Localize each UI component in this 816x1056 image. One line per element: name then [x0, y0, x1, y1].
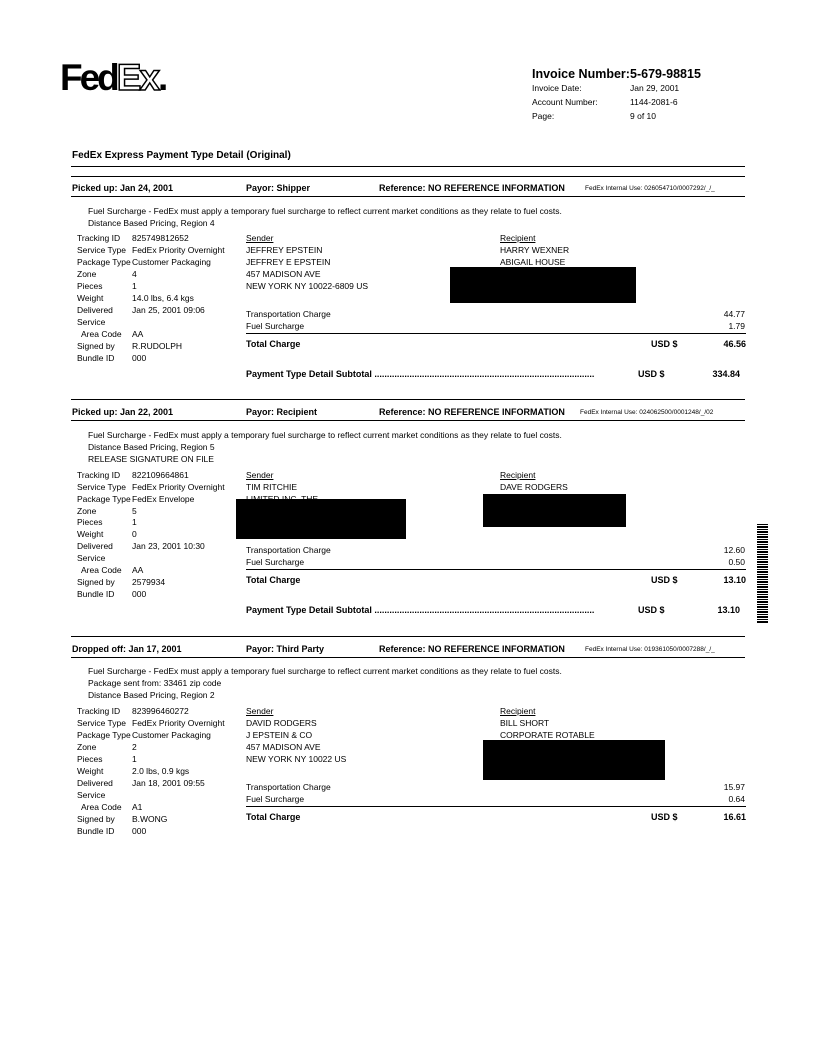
- service-type: FedEx Priority Overnight: [132, 482, 225, 492]
- page-number: 9 of 10: [630, 111, 656, 121]
- label-fuel-surcharge: Fuel Surcharge: [246, 794, 305, 804]
- redaction-box: [483, 494, 626, 527]
- recipient-line: BILL SHORT: [500, 718, 550, 728]
- logo-dot: .: [158, 57, 169, 98]
- sender-line: 457 MADISON AVE: [246, 269, 321, 279]
- sender-line: DAVID RODGERS: [246, 718, 317, 728]
- bundle-id: 000: [132, 589, 147, 599]
- package-type: FedEx Envelope: [132, 494, 195, 504]
- recipient-heading: Recipient: [500, 233, 536, 243]
- label-zone: Zone: [77, 506, 97, 516]
- signed-by: R.RUDOLPH: [132, 341, 183, 351]
- internal-use: FedEx Internal Use: 024062500/0001248/_/02: [580, 409, 714, 416]
- label-tracking-id: Tracking ID: [77, 233, 121, 243]
- label-signed-by: Signed by: [77, 814, 115, 824]
- shipment-payor: Payor: Third Party: [246, 644, 325, 654]
- invoice-date-label: Invoice Date:: [532, 83, 582, 93]
- sender-line: NEW YORK NY 10022-6809 US: [246, 281, 369, 291]
- note: Fuel Surcharge - FedEx must apply a temporary fuel surcharge to reflect current market conditions as they relate to fuel costs.: [88, 430, 562, 440]
- recipient-heading: Recipient: [500, 706, 536, 716]
- delivered: Jan 25, 2001 09:06: [132, 305, 205, 315]
- label-delivered: Delivered: [77, 305, 113, 315]
- area-code: AA: [132, 565, 144, 575]
- recipient-line: HARRY WEXNER: [500, 245, 570, 255]
- signed-by: 2579934: [132, 577, 166, 587]
- label-service-type: Service Type: [77, 482, 126, 492]
- pieces: 1: [132, 754, 137, 764]
- divider: [246, 333, 746, 334]
- label-signed-by: Signed by: [77, 341, 115, 351]
- label-area-code: Area Code: [81, 802, 122, 812]
- label-weight: Weight: [77, 766, 104, 776]
- bundle-id: 000: [132, 826, 147, 836]
- account-number-label: Account Number:: [532, 97, 598, 107]
- shipment-reference: Reference: NO REFERENCE INFORMATION: [379, 644, 565, 654]
- label-weight: Weight: [77, 529, 104, 539]
- fedex-logo: [60, 57, 169, 98]
- service-type: FedEx Priority Overnight: [132, 718, 225, 728]
- label-pieces: Pieces: [77, 517, 103, 527]
- pieces: 1: [132, 281, 137, 291]
- label-package-type: Package Type: [77, 730, 131, 740]
- total-charge: 46.56: [723, 339, 746, 349]
- label-tracking-id: Tracking ID: [77, 470, 121, 480]
- transportation-charge: 12.60: [723, 545, 745, 555]
- shipment-pickup: Picked up: Jan 24, 2001: [72, 183, 174, 193]
- shipment-payor: Payor: Recipient: [246, 407, 318, 417]
- label-zone: Zone: [77, 742, 97, 752]
- zone: 5: [132, 506, 137, 516]
- recipient-heading: Recipient: [500, 470, 536, 480]
- package-type: Customer Packaging: [132, 730, 211, 740]
- label-total-charge: Total Charge: [246, 812, 301, 822]
- fuel-surcharge: 0.64: [728, 794, 745, 804]
- label-bundle-id: Bundle ID: [77, 589, 115, 599]
- label-signed-by: Signed by: [77, 577, 115, 587]
- label-delivered: Delivered: [77, 541, 113, 551]
- sender-line: J EPSTEIN & CO: [246, 730, 313, 740]
- total-charge: 13.10: [723, 575, 746, 585]
- label-transportation-charge: Transportation Charge: [246, 309, 331, 319]
- note: Package sent from: 33461 zip code: [88, 678, 222, 688]
- sender-line: JEFFREY E EPSTEIN: [246, 257, 331, 267]
- label-pieces: Pieces: [77, 754, 103, 764]
- redaction-box: [450, 267, 636, 303]
- subtotal-usd: USD $: [638, 605, 665, 615]
- package-type: Customer Packaging: [132, 257, 211, 267]
- transportation-charge: 44.77: [723, 309, 745, 319]
- note: Fuel Surcharge - FedEx must apply a temporary fuel surcharge to reflect current market conditions as they relate to fuel costs.: [88, 666, 562, 676]
- bundle-id: 000: [132, 353, 147, 363]
- fuel-surcharge: 0.50: [728, 557, 745, 567]
- label-pieces: Pieces: [77, 281, 103, 291]
- divider: [246, 806, 746, 807]
- redaction-box: [483, 740, 665, 780]
- label-transportation-charge: Transportation Charge: [246, 545, 331, 555]
- invoice-date: Jan 29, 2001: [630, 83, 680, 93]
- note: Distance Based Pricing, Region 5: [88, 442, 215, 452]
- label-package-type: Package Type: [77, 494, 131, 504]
- shipment-pickup: Dropped off: Jan 17, 2001: [72, 644, 182, 654]
- divider: [246, 569, 746, 570]
- divider: [71, 399, 745, 400]
- divider: [71, 420, 745, 421]
- delivered: Jan 18, 2001 09:55: [132, 778, 205, 788]
- label-package-type: Package Type: [77, 257, 131, 267]
- logo-fed: Fed: [60, 57, 117, 98]
- label-weight: Weight: [77, 293, 104, 303]
- label-subtotal: Payment Type Detail Subtotal ........................................................................................: [246, 369, 595, 379]
- label-fuel-surcharge: Fuel Surcharge: [246, 321, 305, 331]
- redaction-box: [236, 499, 406, 539]
- label-bundle-id: Bundle ID: [77, 353, 115, 363]
- label-service: Service: [77, 790, 106, 800]
- total-usd: USD $: [651, 575, 678, 585]
- note: Fuel Surcharge - FedEx must apply a temporary fuel surcharge to reflect current market conditions as they relate to fuel costs.: [88, 206, 562, 216]
- total-charge: 16.61: [723, 812, 746, 822]
- sender-heading: Sender: [246, 706, 274, 716]
- label-total-charge: Total Charge: [246, 339, 301, 349]
- shipment-reference: Reference: NO REFERENCE INFORMATION: [379, 183, 565, 193]
- sender-line: NEW YORK NY 10022 US: [246, 754, 347, 764]
- label-area-code: Area Code: [81, 329, 122, 339]
- recipient-line: CORPORATE ROTABLE: [500, 730, 595, 740]
- internal-use: FedEx Internal Use: 026054710/0007292/_/_: [585, 185, 715, 192]
- account-number: 1144-2081-6: [630, 97, 678, 107]
- note: Distance Based Pricing, Region 2: [88, 690, 215, 700]
- sender-heading: Sender: [246, 470, 274, 480]
- logo-ex: Ex: [116, 57, 159, 98]
- label-tracking-id: Tracking ID: [77, 706, 121, 716]
- subtotal: 13.10: [717, 605, 740, 615]
- divider: [71, 176, 745, 177]
- sender-line: TIM RITCHIE: [246, 482, 297, 492]
- fuel-surcharge: 1.79: [728, 321, 745, 331]
- internal-use: FedEx Internal Use: 019361050/0007288/_/_: [585, 646, 715, 653]
- label-service-type: Service Type: [77, 245, 126, 255]
- recipient-line: ABIGAIL HOUSE: [500, 257, 566, 267]
- label-area-code: Area Code: [81, 565, 122, 575]
- signed-by: B.WONG: [132, 814, 168, 824]
- total-usd: USD $: [651, 339, 678, 349]
- label-subtotal: Payment Type Detail Subtotal ........................................................................................: [246, 605, 595, 615]
- area-code: A1: [132, 802, 143, 812]
- shipment-payor: Payor: Shipper: [246, 183, 311, 193]
- label-bundle-id: Bundle ID: [77, 826, 115, 836]
- recipient-line: DAVE RODGERS: [500, 482, 568, 492]
- shipment-reference: Reference: NO REFERENCE INFORMATION: [379, 407, 565, 417]
- divider: [71, 166, 745, 167]
- page-label: Page:: [532, 111, 555, 121]
- transportation-charge: 15.97: [723, 782, 745, 792]
- note: RELEASE SIGNATURE ON FILE: [88, 454, 214, 464]
- divider: [71, 636, 745, 637]
- subtotal-usd: USD $: [638, 369, 665, 379]
- label-service: Service: [77, 553, 106, 563]
- label-delivered: Delivered: [77, 778, 113, 788]
- tracking-id: 822109664861: [132, 470, 189, 480]
- label-service-type: Service Type: [77, 718, 126, 728]
- section-title: FedEx Express Payment Type Detail (Original): [72, 150, 291, 161]
- pieces: 1: [132, 517, 137, 527]
- total-usd: USD $: [651, 812, 678, 822]
- weight: 2.0 lbs, 0.9 kgs: [132, 766, 190, 776]
- sender-line: 457 MADISON AVE: [246, 742, 321, 752]
- tracking-id: 823996460272: [132, 706, 189, 716]
- divider: [71, 196, 745, 197]
- label-service: Service: [77, 317, 106, 327]
- zone: 2: [132, 742, 137, 752]
- area-code: AA: [132, 329, 144, 339]
- service-type: FedEx Priority Overnight: [132, 245, 225, 255]
- label-fuel-surcharge: Fuel Surcharge: [246, 557, 305, 567]
- invoice-number-label: Invoice Number:: [532, 67, 630, 81]
- delivered: Jan 23, 2001 10:30: [132, 541, 205, 551]
- sender-heading: Sender: [246, 233, 274, 243]
- label-transportation-charge: Transportation Charge: [246, 782, 331, 792]
- subtotal: 334.84: [712, 369, 740, 379]
- shipment-pickup: Picked up: Jan 22, 2001: [72, 407, 174, 417]
- barcode: [757, 524, 768, 624]
- divider: [71, 657, 745, 658]
- note: Distance Based Pricing, Region 4: [88, 218, 215, 228]
- weight: 14.0 lbs, 6.4 kgs: [132, 293, 194, 303]
- label-zone: Zone: [77, 269, 97, 279]
- invoice-number: 5-679-98815: [630, 67, 701, 81]
- zone: 4: [132, 269, 137, 279]
- weight: 0: [132, 529, 137, 539]
- label-total-charge: Total Charge: [246, 575, 301, 585]
- tracking-id: 825749812652: [132, 233, 189, 243]
- sender-line: JEFFREY EPSTEIN: [246, 245, 323, 255]
